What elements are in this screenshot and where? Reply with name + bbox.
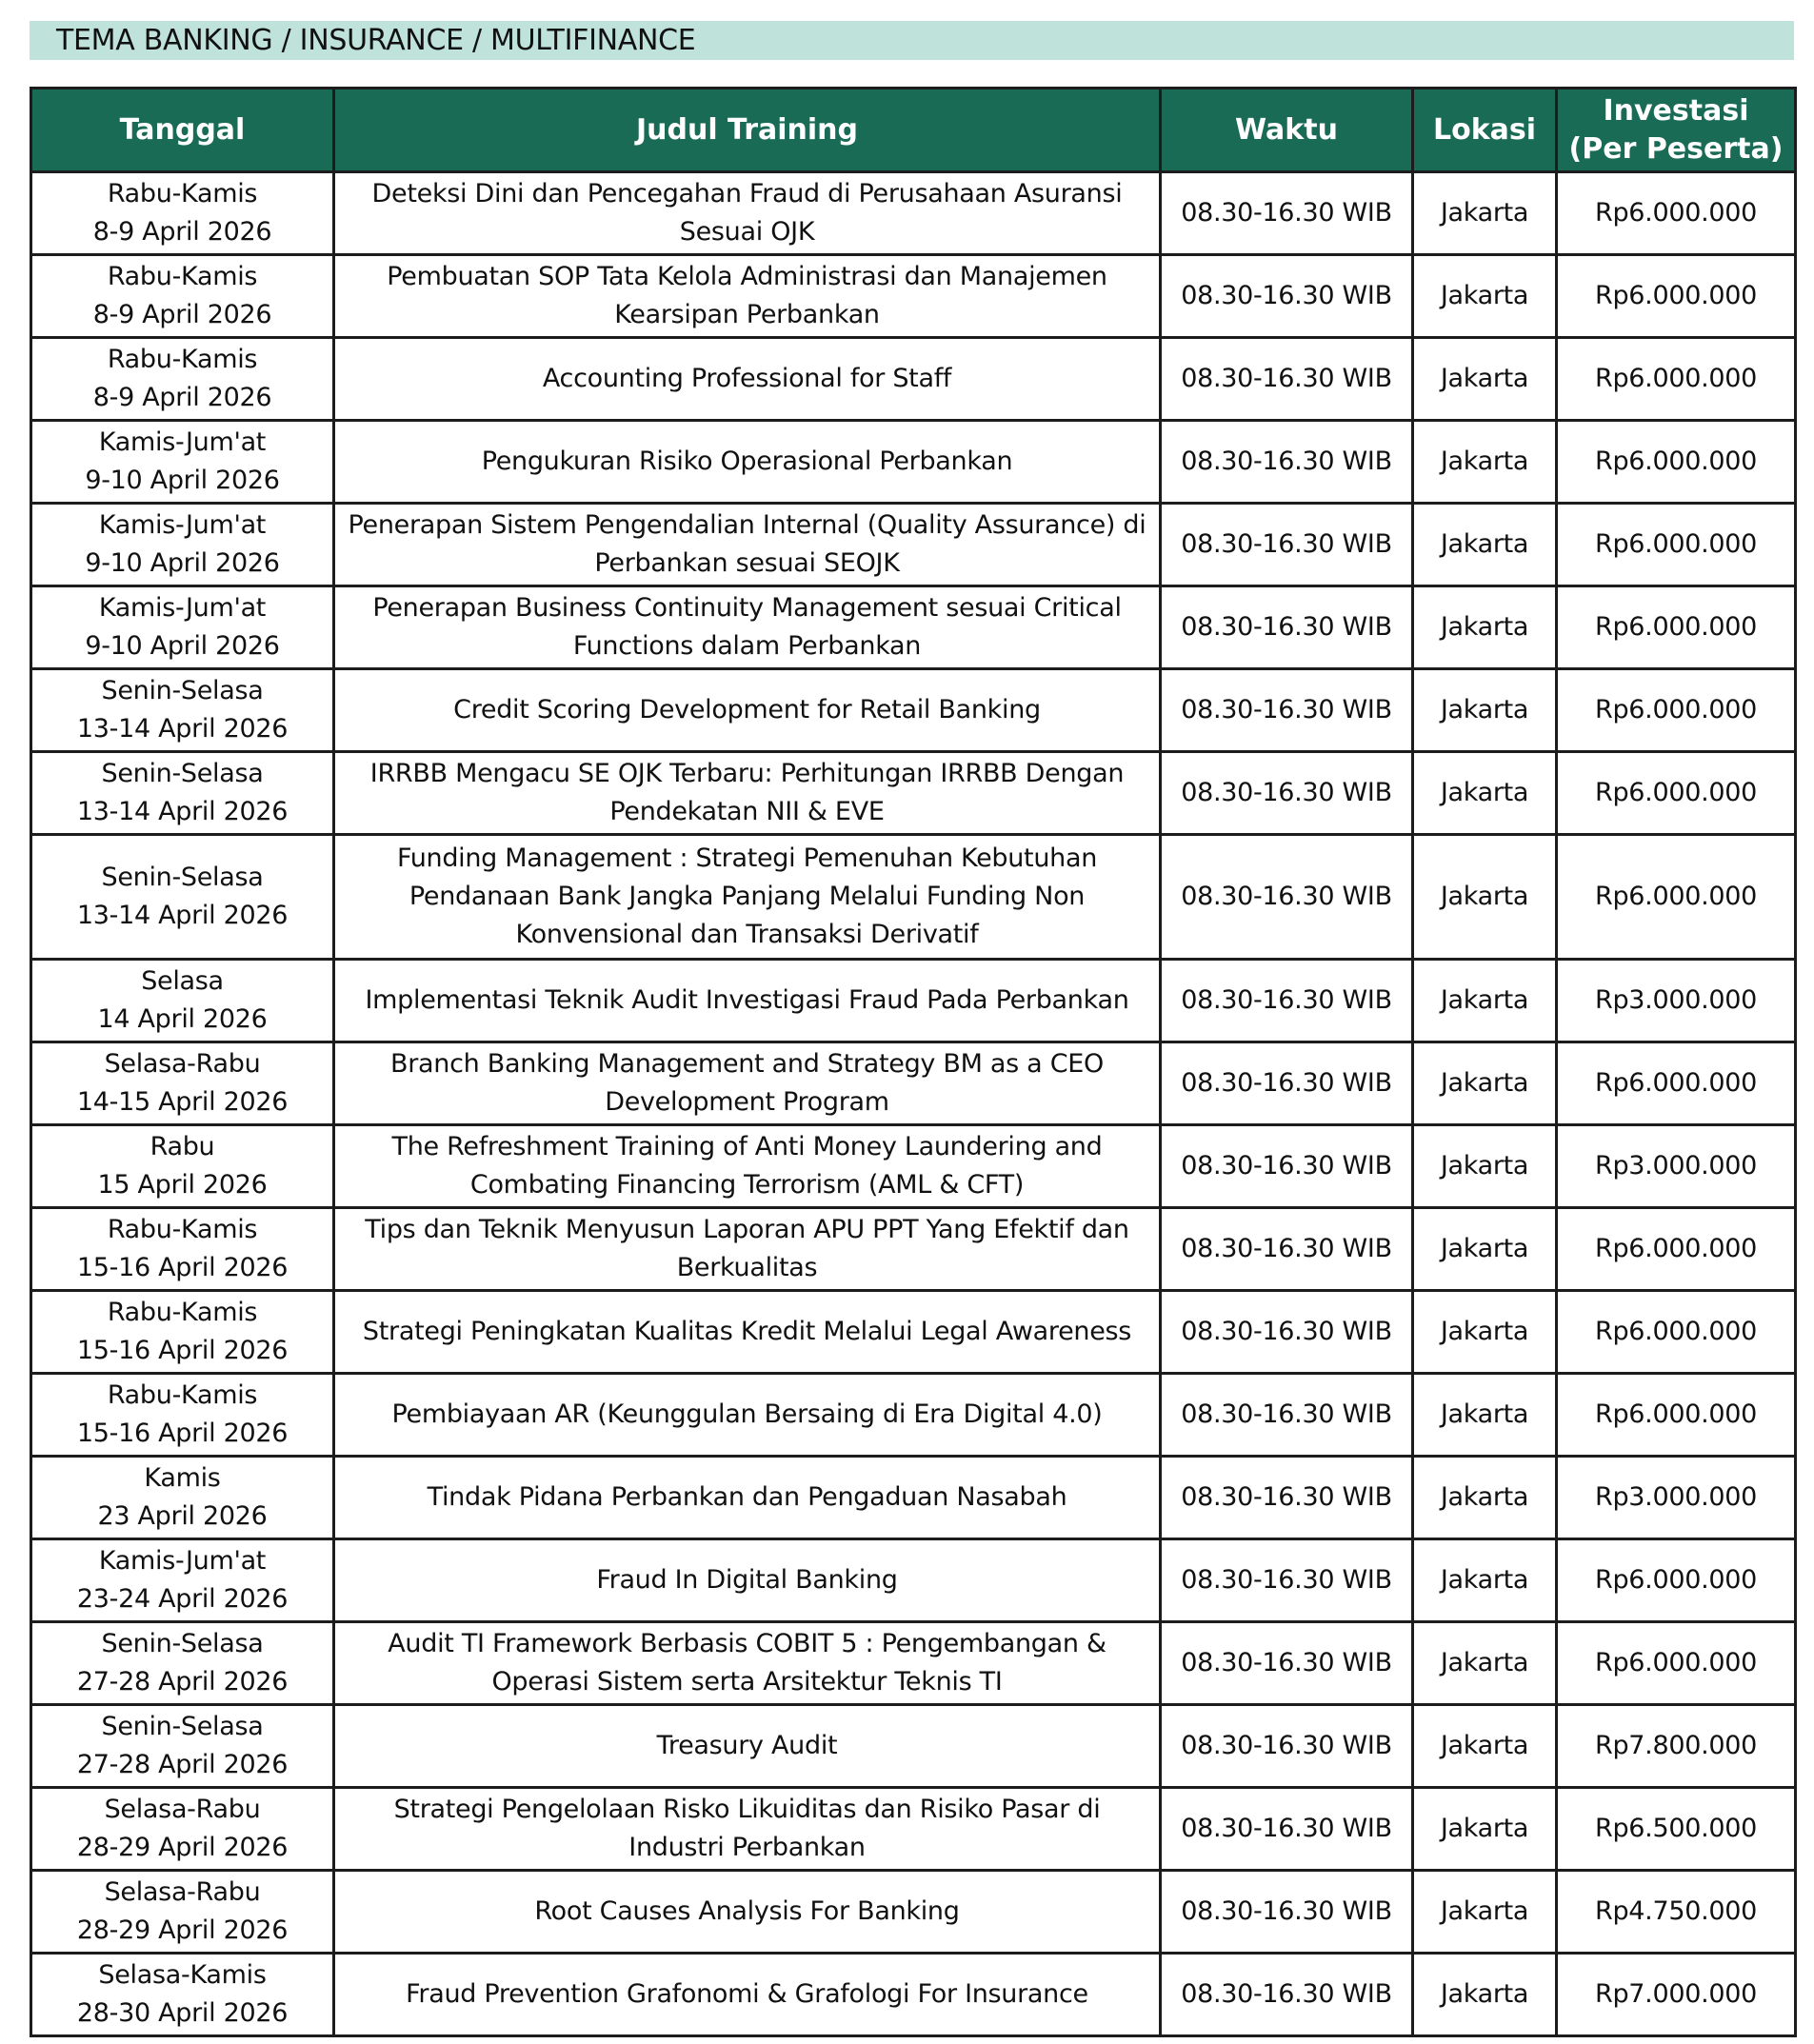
time-cell: 08.30-16.30 WIB bbox=[1161, 752, 1413, 835]
time-cell: 08.30-16.30 WIB bbox=[1161, 835, 1413, 960]
time-cell: 08.30-16.30 WIB bbox=[1161, 255, 1413, 338]
table-row bbox=[31, 172, 1796, 255]
time-cell: 08.30-16.30 WIB bbox=[1161, 1208, 1413, 1291]
date-days: Selasa bbox=[141, 966, 224, 996]
date-cell bbox=[31, 504, 334, 586]
date-cell bbox=[31, 669, 334, 752]
date-range: 8-9 April 2026 bbox=[92, 300, 272, 329]
date-range: 9-10 April 2026 bbox=[85, 548, 280, 578]
price-cell: Rp6.000.000 bbox=[1557, 1374, 1796, 1457]
date-cell bbox=[31, 172, 334, 255]
price-cell: Rp6.000.000 bbox=[1557, 338, 1796, 421]
date-range: 13-14 April 2026 bbox=[76, 901, 289, 930]
date-range: 28-29 April 2026 bbox=[76, 1833, 289, 1862]
training-title-cell: Strategi Peningkatan Kualitas Kredit Melalui Legal Awareness bbox=[334, 1291, 1161, 1374]
training-title-cell: Tindak Pidana Perbankan dan Pengaduan Nasabah bbox=[334, 1457, 1161, 1539]
location-cell: Jakarta bbox=[1413, 960, 1557, 1042]
location-cell: Jakarta bbox=[1413, 338, 1557, 421]
price-cell: Rp6.000.000 bbox=[1557, 835, 1796, 960]
date-cell bbox=[31, 1705, 334, 1788]
per-peserta-label: (Per Peserta) bbox=[1568, 131, 1784, 166]
date-cell bbox=[31, 255, 334, 338]
time-cell: 08.30-16.30 WIB bbox=[1161, 1788, 1413, 1871]
training-title-cell: Penerapan Sistem Pengendalian Internal (Quality Assurance) di Perbankan sesuai SEOJK bbox=[334, 504, 1161, 586]
date-days: Selasa-Rabu bbox=[104, 1877, 261, 1907]
time-cell: 08.30-16.30 WIB bbox=[1161, 669, 1413, 752]
price-cell: Rp6.000.000 bbox=[1557, 752, 1796, 835]
table-row bbox=[31, 835, 1796, 960]
table-row bbox=[31, 255, 1796, 338]
column-header-investasi bbox=[1557, 89, 1796, 172]
date-range: 27-28 April 2026 bbox=[76, 1750, 289, 1779]
price-cell: Rp6.000.000 bbox=[1557, 172, 1796, 255]
date-days: Selasa-Kamis bbox=[98, 1960, 267, 1990]
date-days: Kamis-Jum'at bbox=[98, 1546, 267, 1576]
location-cell: Jakarta bbox=[1413, 1539, 1557, 1622]
time-cell: 08.30-16.30 WIB bbox=[1161, 1871, 1413, 1954]
time-cell: 08.30-16.30 WIB bbox=[1161, 172, 1413, 255]
date-range: 15-16 April 2026 bbox=[76, 1419, 289, 1448]
time-cell: 08.30-16.30 WIB bbox=[1161, 960, 1413, 1042]
price-cell: Rp6.000.000 bbox=[1557, 1042, 1796, 1125]
price-cell: Rp3.000.000 bbox=[1557, 1125, 1796, 1208]
training-title-cell: Branch Banking Management and Strategy BM as a CEO Development Program bbox=[334, 1042, 1161, 1125]
training-title-cell: The Refreshment Training of Anti Money Laundering and Combating Financing Terrorism (AML & CFT) bbox=[334, 1125, 1161, 1208]
date-cell bbox=[31, 421, 334, 504]
training-title-cell: Pembuatan SOP Tata Kelola Administrasi dan Manajemen Kearsipan Perbankan bbox=[334, 255, 1161, 338]
date-range: 15-16 April 2026 bbox=[76, 1336, 289, 1365]
training-title-cell: Accounting Professional for Staff bbox=[334, 338, 1161, 421]
date-days: Kamis-Jum'at bbox=[98, 427, 267, 457]
location-cell: Jakarta bbox=[1413, 835, 1557, 960]
training-title-cell: Audit TI Framework Berbasis COBIT 5 : Pengembangan & Operasi Sistem serta Arsitektur Teknis TI bbox=[334, 1622, 1161, 1705]
date-days: Selasa-Rabu bbox=[104, 1795, 261, 1824]
table-row bbox=[31, 338, 1796, 421]
location-cell: Jakarta bbox=[1413, 1291, 1557, 1374]
price-cell: Rp3.000.000 bbox=[1557, 1457, 1796, 1539]
date-cell bbox=[31, 1622, 334, 1705]
table-row bbox=[31, 504, 1796, 586]
time-cell: 08.30-16.30 WIB bbox=[1161, 1539, 1413, 1622]
table-row bbox=[31, 1457, 1796, 1539]
date-days: Rabu bbox=[150, 1132, 215, 1161]
price-cell: Rp6.000.000 bbox=[1557, 586, 1796, 669]
date-range: 28-30 April 2026 bbox=[76, 1998, 289, 2028]
table-row bbox=[31, 421, 1796, 504]
date-days: Kamis-Jum'at bbox=[98, 593, 267, 623]
training-title-cell: Penerapan Business Continuity Management sesuai Critical Functions dalam Perbankan bbox=[334, 586, 1161, 669]
date-range: 23 April 2026 bbox=[97, 1501, 268, 1531]
table-row bbox=[31, 1871, 1796, 1954]
price-cell: Rp6.000.000 bbox=[1557, 1208, 1796, 1291]
investasi-label: Investasi bbox=[1603, 93, 1749, 128]
date-days: Rabu-Kamis bbox=[107, 345, 258, 374]
table-row bbox=[31, 960, 1796, 1042]
training-title-cell: Root Causes Analysis For Banking bbox=[334, 1871, 1161, 1954]
training-title-cell: Fraud Prevention Grafonomi & Grafologi For Insurance bbox=[334, 1954, 1161, 2036]
location-cell: Jakarta bbox=[1413, 504, 1557, 586]
location-cell: Jakarta bbox=[1413, 1374, 1557, 1457]
time-cell: 08.30-16.30 WIB bbox=[1161, 1042, 1413, 1125]
training-title-cell: IRRBB Mengacu SE OJK Terbaru: Perhitungan IRRBB Dengan Pendekatan NII & EVE bbox=[334, 752, 1161, 835]
table-row bbox=[31, 1042, 1796, 1125]
time-cell: 08.30-16.30 WIB bbox=[1161, 1374, 1413, 1457]
price-cell: Rp6.000.000 bbox=[1557, 1291, 1796, 1374]
location-cell: Jakarta bbox=[1413, 255, 1557, 338]
training-schedule-table bbox=[30, 87, 1797, 2037]
date-cell bbox=[31, 586, 334, 669]
date-cell bbox=[31, 752, 334, 835]
date-cell bbox=[31, 1291, 334, 1374]
date-range: 15-16 April 2026 bbox=[76, 1253, 289, 1282]
training-title-cell: Treasury Audit bbox=[334, 1705, 1161, 1788]
date-days: Selasa-Rabu bbox=[104, 1049, 261, 1079]
location-cell: Jakarta bbox=[1413, 1705, 1557, 1788]
price-cell: Rp6.000.000 bbox=[1557, 255, 1796, 338]
date-range: 27-28 April 2026 bbox=[76, 1667, 289, 1697]
location-cell: Jakarta bbox=[1413, 1871, 1557, 1954]
time-cell: 08.30-16.30 WIB bbox=[1161, 421, 1413, 504]
date-cell bbox=[31, 1042, 334, 1125]
theme-title-banner: TEMA BANKING / INSURANCE / MULTIFINANCE bbox=[30, 21, 1794, 60]
date-range: 13-14 April 2026 bbox=[76, 714, 289, 744]
training-title-cell: Strategi Pengelolaan Risko Likuiditas dan Risiko Pasar di Industri Perbankan bbox=[334, 1788, 1161, 1871]
date-cell bbox=[31, 1788, 334, 1871]
table-row bbox=[31, 1622, 1796, 1705]
training-title-cell: Deteksi Dini dan Pencegahan Fraud di Perusahaan Asuransi Sesuai OJK bbox=[334, 172, 1161, 255]
date-days: Rabu-Kamis bbox=[107, 1380, 258, 1410]
location-cell: Jakarta bbox=[1413, 1208, 1557, 1291]
date-days: Rabu-Kamis bbox=[107, 1215, 258, 1244]
date-range: 28-29 April 2026 bbox=[76, 1915, 289, 1945]
table-row bbox=[31, 1208, 1796, 1291]
table-row bbox=[31, 669, 1796, 752]
location-cell: Jakarta bbox=[1413, 1125, 1557, 1208]
date-range: 23-24 April 2026 bbox=[76, 1584, 289, 1614]
time-cell: 08.30-16.30 WIB bbox=[1161, 1954, 1413, 2036]
training-title-cell: Tips dan Teknik Menyusun Laporan APU PPT Yang Efektif dan Berkualitas bbox=[334, 1208, 1161, 1291]
location-cell: Jakarta bbox=[1413, 1042, 1557, 1125]
table-row bbox=[31, 1374, 1796, 1457]
price-cell: Rp6.000.000 bbox=[1557, 421, 1796, 504]
table-row bbox=[31, 1788, 1796, 1871]
training-title-cell: Funding Management : Strategi Pemenuhan Kebutuhan Pendanaan Bank Jangka Panjang Melalui Funding Non Konvensional dan Transaksi Derivatif bbox=[334, 835, 1161, 960]
training-title-cell: Fraud In Digital Banking bbox=[334, 1539, 1161, 1622]
price-cell: Rp6.000.000 bbox=[1557, 504, 1796, 586]
table-row bbox=[31, 586, 1796, 669]
column-header-tanggal: Tanggal bbox=[31, 89, 334, 172]
price-cell: Rp3.000.000 bbox=[1557, 960, 1796, 1042]
price-cell: Rp7.000.000 bbox=[1557, 1954, 1796, 2036]
table-row bbox=[31, 752, 1796, 835]
date-range: 14 April 2026 bbox=[97, 1004, 268, 1034]
date-days: Senin-Selasa bbox=[101, 863, 264, 892]
training-title-cell: Implementasi Teknik Audit Investigasi Fraud Pada Perbankan bbox=[334, 960, 1161, 1042]
date-days: Senin-Selasa bbox=[101, 1629, 264, 1658]
time-cell: 08.30-16.30 WIB bbox=[1161, 1291, 1413, 1374]
date-range: 8-9 April 2026 bbox=[92, 383, 272, 412]
date-range: 13-14 April 2026 bbox=[76, 797, 289, 826]
date-days: Senin-Selasa bbox=[101, 759, 264, 788]
table-body bbox=[31, 172, 1796, 2036]
column-header-lokasi: Lokasi bbox=[1413, 89, 1557, 172]
location-cell: Jakarta bbox=[1413, 421, 1557, 504]
date-cell bbox=[31, 1374, 334, 1457]
training-title-cell: Credit Scoring Development for Retail Banking bbox=[334, 669, 1161, 752]
date-cell bbox=[31, 1457, 334, 1539]
price-cell: Rp7.800.000 bbox=[1557, 1705, 1796, 1788]
price-cell: Rp6.000.000 bbox=[1557, 1539, 1796, 1622]
date-cell bbox=[31, 1871, 334, 1954]
date-cell bbox=[31, 1539, 334, 1622]
time-cell: 08.30-16.30 WIB bbox=[1161, 338, 1413, 421]
location-cell: Jakarta bbox=[1413, 1457, 1557, 1539]
training-title-cell: Pembiayaan AR (Keunggulan Bersaing di Era Digital 4.0) bbox=[334, 1374, 1161, 1457]
price-cell: Rp6.500.000 bbox=[1557, 1788, 1796, 1871]
price-cell: Rp4.750.000 bbox=[1557, 1871, 1796, 1954]
location-cell: Jakarta bbox=[1413, 752, 1557, 835]
date-range: 9-10 April 2026 bbox=[85, 631, 280, 661]
time-cell: 08.30-16.30 WIB bbox=[1161, 1125, 1413, 1208]
time-cell: 08.30-16.30 WIB bbox=[1161, 1705, 1413, 1788]
time-cell: 08.30-16.30 WIB bbox=[1161, 586, 1413, 669]
location-cell: Jakarta bbox=[1413, 172, 1557, 255]
date-days: Kamis bbox=[144, 1463, 221, 1493]
date-range: 9-10 April 2026 bbox=[85, 466, 280, 495]
location-cell: Jakarta bbox=[1413, 1954, 1557, 2036]
training-title-cell: Pengukuran Risiko Operasional Perbankan bbox=[334, 421, 1161, 504]
location-cell: Jakarta bbox=[1413, 669, 1557, 752]
table-row bbox=[31, 1291, 1796, 1374]
date-days: Rabu-Kamis bbox=[107, 1298, 258, 1327]
date-range: 8-9 April 2026 bbox=[92, 217, 272, 247]
date-days: Rabu-Kamis bbox=[107, 262, 258, 291]
column-header-judul-training: Judul Training bbox=[334, 89, 1161, 172]
date-days: Kamis-Jum'at bbox=[98, 510, 267, 540]
price-cell: Rp6.000.000 bbox=[1557, 1622, 1796, 1705]
table-header-row bbox=[31, 89, 1796, 172]
location-cell: Jakarta bbox=[1413, 586, 1557, 669]
date-cell bbox=[31, 338, 334, 421]
date-cell bbox=[31, 1208, 334, 1291]
table-row bbox=[31, 1125, 1796, 1208]
date-range: 15 April 2026 bbox=[97, 1170, 268, 1200]
price-cell: Rp6.000.000 bbox=[1557, 669, 1796, 752]
date-cell bbox=[31, 1125, 334, 1208]
table-row bbox=[31, 1539, 1796, 1622]
date-cell bbox=[31, 960, 334, 1042]
date-days: Rabu-Kamis bbox=[107, 179, 258, 208]
time-cell: 08.30-16.30 WIB bbox=[1161, 1457, 1413, 1539]
location-cell: Jakarta bbox=[1413, 1622, 1557, 1705]
date-days: Senin-Selasa bbox=[101, 1712, 264, 1741]
column-header-waktu: Waktu bbox=[1161, 89, 1413, 172]
date-range: 14-15 April 2026 bbox=[76, 1087, 289, 1117]
table-row bbox=[31, 1954, 1796, 2036]
table-row bbox=[31, 1705, 1796, 1788]
location-cell: Jakarta bbox=[1413, 1788, 1557, 1871]
time-cell: 08.30-16.30 WIB bbox=[1161, 1622, 1413, 1705]
date-cell bbox=[31, 1954, 334, 2036]
time-cell: 08.30-16.30 WIB bbox=[1161, 504, 1413, 586]
date-days: Senin-Selasa bbox=[101, 676, 264, 705]
date-cell bbox=[31, 835, 334, 960]
